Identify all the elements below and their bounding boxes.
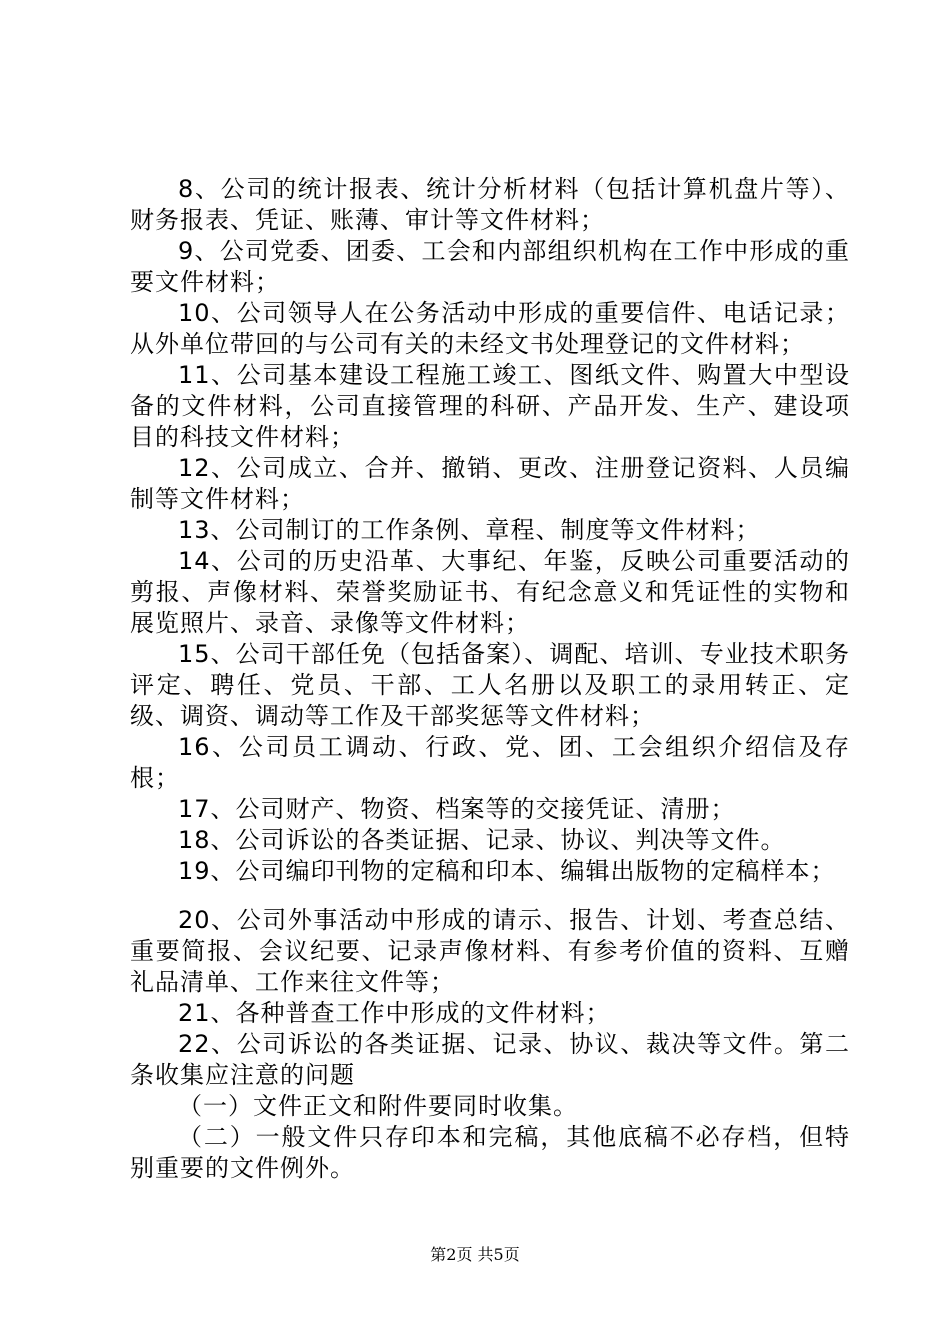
paragraph-12: 12、公司成立、合并、撤销、更改、注册登记资料、人员编制等文件材料； xyxy=(130,454,850,513)
paragraph-15: 15、公司干部任免（包括备案）、调配、培训、专业技术职务评定、聘任、党员、干部、工人名册以及职工的录用转正、定级、调资、调动等工作及干部奖惩等文件材料； xyxy=(130,640,850,730)
paragraph-20: 20、公司外事活动中形成的请示、报告、计划、考查总结、重要简报、会议纪要、记录声像材料、有参考价值的资料、互赠礼品清单、工作来往文件等； xyxy=(130,906,850,996)
page-number-footer: 第2页 共5页 xyxy=(430,1245,520,1264)
paragraph-10: 10、公司领导人在公务活动中形成的重要信件、电话记录；从外单位带回的与公司有关的未经文书处理登记的文件材料； xyxy=(130,299,850,358)
paragraph-19: 19、公司编印刊物的定稿和印本、编辑出版物的定稿样本； xyxy=(178,857,836,885)
paragraph-8: 8、公司的统计报表、统计分析材料（包括计算机盘片等）、财务报表、凭证、账薄、审计等文件材料； xyxy=(130,175,850,234)
paragraph-17: 17、公司财产、物资、档案等的交接凭证、清册； xyxy=(178,795,736,823)
paragraph-9: 9、公司党委、团委、工会和内部组织机构在工作中形成的重要文件材料； xyxy=(130,237,850,296)
paragraph-16: 16、公司员工调动、行政、党、团、工会组织介绍信及存根； xyxy=(130,733,850,792)
paragraph-11: 11、公司基本建设工程施工竣工、图纸文件、购置大中型设备的文件材料，公司直接管理的科研、产品开发、生产、建设项目的科技文件材料； xyxy=(130,361,850,451)
paragraph-18: 18、公司诉讼的各类证据、记录、协议、判决等文件。 xyxy=(178,826,786,854)
document-body xyxy=(130,174,850,1184)
paragraph-22: 22、公司诉讼的各类证据、记录、协议、裁决等文件。第二条收集应注意的问题 xyxy=(130,1030,850,1089)
paragraph-13: 13、公司制订的工作条例、章程、制度等文件材料； xyxy=(178,516,761,544)
paragraph-note-2: （二）一般文件只存印本和完稿，其他底稿不必存档，但特别重要的文件例外。 xyxy=(130,1123,850,1182)
paragraph-21: 21、各种普查工作中形成的文件材料； xyxy=(178,999,611,1027)
paragraph-note-1: （一）文件正文和附件要同时收集。 xyxy=(178,1092,578,1120)
paragraph-14: 14、公司的历史沿革、大事纪、年鉴，反映公司重要活动的剪报、声像材料、荣誉奖励证书、有纪念意义和凭证性的实物和展览照片、录音、录像等文件材料； xyxy=(130,547,850,637)
